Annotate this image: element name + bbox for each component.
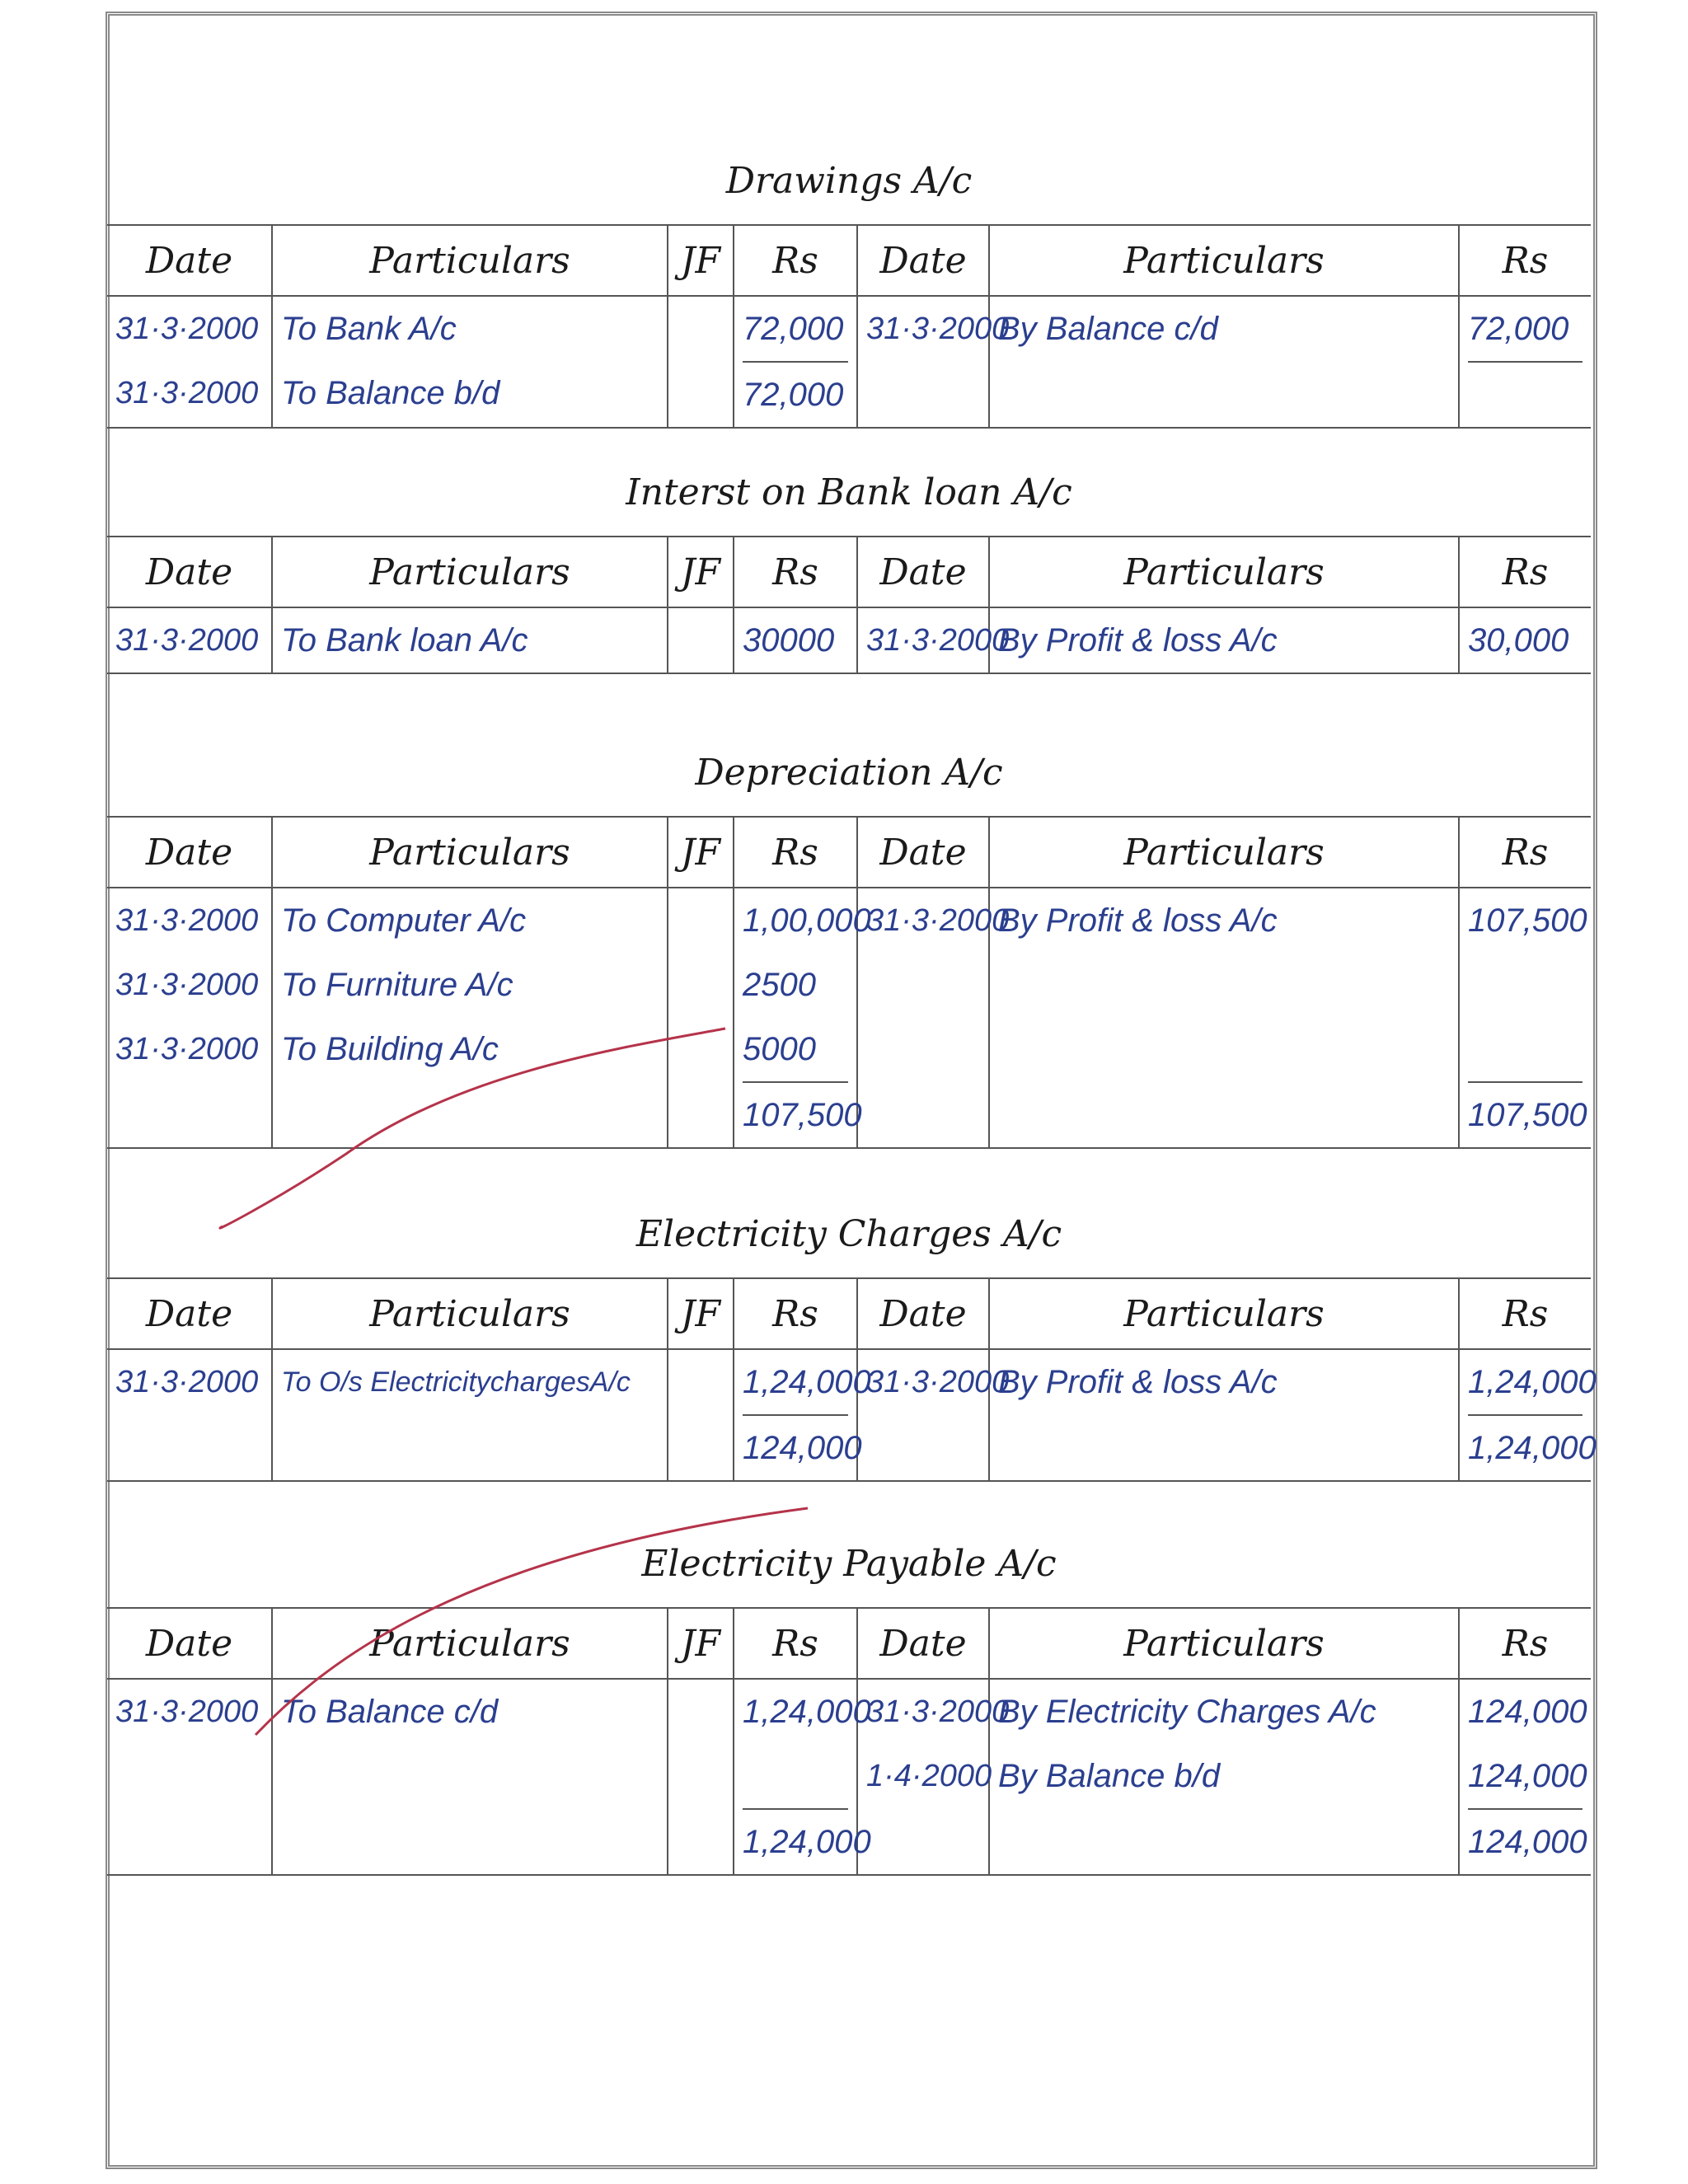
credit-total: 124,000	[1468, 1808, 1582, 1874]
entry-date: 31·3·2000	[866, 1365, 1010, 1399]
ledger-title: Electricity Payable A/c	[641, 1543, 1057, 1585]
entry-particulars: To Building A/c	[281, 1031, 499, 1067]
entry-particulars: By Profit & loss A/c	[998, 1364, 1278, 1400]
credit-amounts	[1459, 296, 1591, 428]
col-rs: Rs	[734, 225, 857, 296]
credit-amounts	[1459, 607, 1591, 673]
col-particulars-credit: Particulars	[989, 1608, 1459, 1679]
ledger-title: Depreciation A/c	[695, 752, 1003, 794]
debit-dates	[107, 888, 272, 1148]
ledger-title: Drawings A/c	[725, 160, 973, 202]
header-row	[107, 817, 1591, 888]
col-date-credit: Date	[857, 537, 989, 607]
ledger-table	[107, 536, 1591, 674]
entry-date: 1·4·2000	[866, 1759, 992, 1793]
debit-total: 1,24,000	[743, 1808, 848, 1874]
entry-date: 31·3·2000	[115, 376, 259, 410]
entry-amount: 72,000	[1468, 311, 1569, 347]
col-particulars: Particulars	[272, 537, 668, 607]
entry-particulars: By Electricity Charges A/c	[998, 1694, 1376, 1730]
entry-amount: 1,24,000	[743, 1694, 871, 1730]
table-row	[107, 1349, 1591, 1481]
debit-dates	[107, 1679, 272, 1875]
debit-amounts	[734, 1349, 871, 1481]
credit-total: 1,24,000	[1468, 1414, 1582, 1480]
col-rs-credit: Rs	[1459, 1278, 1591, 1349]
debit-jf	[668, 1349, 734, 1481]
col-particulars-credit: Particulars	[989, 817, 1459, 888]
debit-total: 107,500	[743, 1081, 848, 1147]
credit-amounts	[1459, 888, 1591, 1148]
debit-total: 72,000	[743, 361, 848, 427]
col-rs: Rs	[734, 537, 857, 607]
entry-date: 31·3·2000	[115, 1694, 259, 1729]
credit-dates	[857, 1679, 1010, 1875]
blank-line	[115, 1744, 263, 1808]
table-row	[107, 1679, 1591, 1875]
debit-particulars	[272, 296, 668, 428]
entry-amount: 1,24,000	[743, 1364, 871, 1400]
header-row	[107, 537, 1591, 607]
credit-total	[1468, 361, 1582, 427]
col-particulars: Particulars	[272, 817, 668, 888]
col-rs-credit: Rs	[1459, 1608, 1591, 1679]
blank-line	[115, 1081, 263, 1146]
debit-jf	[668, 607, 734, 673]
entry-particulars: By Profit & loss A/c	[998, 622, 1278, 658]
entry-amount: 1,24,000	[1468, 1364, 1597, 1400]
col-rs: Rs	[734, 1608, 857, 1679]
entry-date: 31·3·2000	[115, 1365, 259, 1399]
blank-line	[1468, 953, 1582, 1017]
col-date-credit: Date	[857, 1278, 989, 1349]
col-rs: Rs	[734, 1278, 857, 1349]
header-row	[107, 1608, 1591, 1679]
entry-date: 31·3·2000	[866, 903, 1010, 938]
entry-particulars: To Computer A/c	[281, 902, 527, 939]
col-particulars-credit: Particulars	[989, 225, 1459, 296]
header-row	[107, 1278, 1591, 1349]
col-jf: JF	[668, 817, 734, 888]
col-date-credit: Date	[857, 1608, 989, 1679]
table-row	[107, 888, 1591, 1148]
entry-date: 31·3·2000	[115, 1032, 259, 1066]
ledger-title: Interst on Bank loan A/c	[626, 471, 1072, 513]
ledger-title: Electricity Charges A/c	[635, 1213, 1062, 1255]
ledger-depreciation	[107, 752, 1591, 1149]
entry-amount: 5000	[743, 1031, 816, 1067]
entry-particulars: To Bank loan A/c	[281, 622, 528, 658]
ledger-drawings	[107, 160, 1591, 429]
debit-amounts	[734, 1679, 871, 1875]
debit-amounts	[734, 296, 857, 428]
col-jf: JF	[668, 1278, 734, 1349]
debit-jf	[668, 888, 734, 1148]
col-date: Date	[107, 537, 272, 607]
ledger-electricity-charges	[107, 1213, 1597, 1482]
table-row	[107, 607, 1591, 673]
debit-amounts	[734, 607, 857, 673]
ledger-table	[107, 816, 1591, 1149]
ledger-table	[107, 1277, 1597, 1482]
col-rs: Rs	[734, 817, 857, 888]
entry-amount: 30,000	[1468, 622, 1569, 658]
entry-particulars: By Balance b/d	[998, 1758, 1221, 1794]
entry-particulars: To Balance b/d	[281, 375, 500, 411]
debit-total: 124,000	[743, 1414, 848, 1480]
col-date-credit: Date	[857, 225, 989, 296]
entry-date: 31·3·2000	[866, 1694, 1010, 1729]
entry-date: 31·3·2000	[115, 312, 259, 346]
credit-particulars	[989, 607, 1459, 673]
ledger-table	[107, 224, 1591, 429]
debit-amounts	[734, 888, 871, 1148]
credit-particulars	[989, 888, 1459, 1148]
col-jf: JF	[668, 1608, 734, 1679]
credit-amounts	[1459, 1679, 1591, 1875]
credit-particulars	[989, 1349, 1459, 1481]
credit-dates	[857, 296, 1010, 428]
debit-jf	[668, 296, 734, 428]
col-rs-credit: Rs	[1459, 537, 1591, 607]
col-particulars-credit: Particulars	[989, 537, 1459, 607]
entry-amount: 2500	[743, 967, 816, 1003]
entry-date: 31·3·2000	[115, 623, 259, 658]
entry-amount: 30000	[743, 622, 835, 658]
col-date: Date	[107, 1278, 272, 1349]
debit-particulars	[272, 1349, 668, 1481]
blank-line	[743, 1744, 848, 1808]
table-row	[107, 296, 1591, 428]
col-jf: JF	[668, 537, 734, 607]
credit-dates	[857, 888, 1010, 1148]
entry-amount: 124,000	[1468, 1758, 1587, 1794]
col-date-credit: Date	[857, 817, 989, 888]
col-date: Date	[107, 225, 272, 296]
debit-jf	[668, 1679, 734, 1875]
debit-particulars	[272, 1679, 668, 1875]
blank-line	[115, 1414, 263, 1479]
col-particulars-credit: Particulars	[989, 1278, 1459, 1349]
entry-date: 31·3·2000	[866, 312, 1010, 346]
entry-particulars: By Profit & loss A/c	[998, 902, 1278, 939]
entry-amount: 72,000	[743, 311, 844, 347]
credit-dates	[857, 1349, 1010, 1481]
debit-dates	[107, 607, 272, 673]
entry-date: 31·3·2000	[115, 903, 259, 938]
entry-particulars: To O/s ElectricitychargesA/c	[281, 1366, 631, 1398]
entry-particulars: To Bank A/c	[281, 311, 457, 347]
credit-dates	[857, 607, 1010, 673]
entry-particulars: To Furniture A/c	[281, 967, 513, 1003]
debit-particulars	[272, 607, 668, 673]
col-date: Date	[107, 817, 272, 888]
credit-particulars	[989, 1679, 1459, 1875]
debit-particulars	[272, 888, 668, 1148]
credit-total: 107,500	[1468, 1081, 1582, 1147]
entry-amount: 1,00,000	[743, 902, 871, 939]
col-particulars: Particulars	[272, 225, 668, 296]
ledger-electricity-payable	[107, 1543, 1591, 1876]
col-particulars: Particulars	[272, 1278, 668, 1349]
debit-dates	[107, 1349, 272, 1481]
entry-date: 31·3·2000	[866, 623, 1010, 658]
ledger-interest-bank-loan	[107, 471, 1591, 674]
entry-amount: 107,500	[1468, 902, 1587, 939]
entry-particulars: To Balance c/d	[281, 1694, 499, 1730]
ledger-table	[107, 1607, 1591, 1876]
credit-particulars	[989, 296, 1459, 428]
entry-amount: 124,000	[1468, 1694, 1587, 1730]
blank-line	[115, 1808, 263, 1872]
col-particulars: Particulars	[272, 1608, 668, 1679]
entry-date: 31·3·2000	[115, 968, 259, 1002]
col-date: Date	[107, 1608, 272, 1679]
col-jf: JF	[668, 225, 734, 296]
blank-line	[1468, 1017, 1582, 1081]
col-rs-credit: Rs	[1459, 225, 1591, 296]
col-rs-credit: Rs	[1459, 817, 1591, 888]
debit-dates	[107, 296, 272, 428]
entry-particulars: By Balance c/d	[998, 311, 1218, 347]
credit-amounts	[1459, 1349, 1597, 1481]
header-row	[107, 225, 1591, 296]
